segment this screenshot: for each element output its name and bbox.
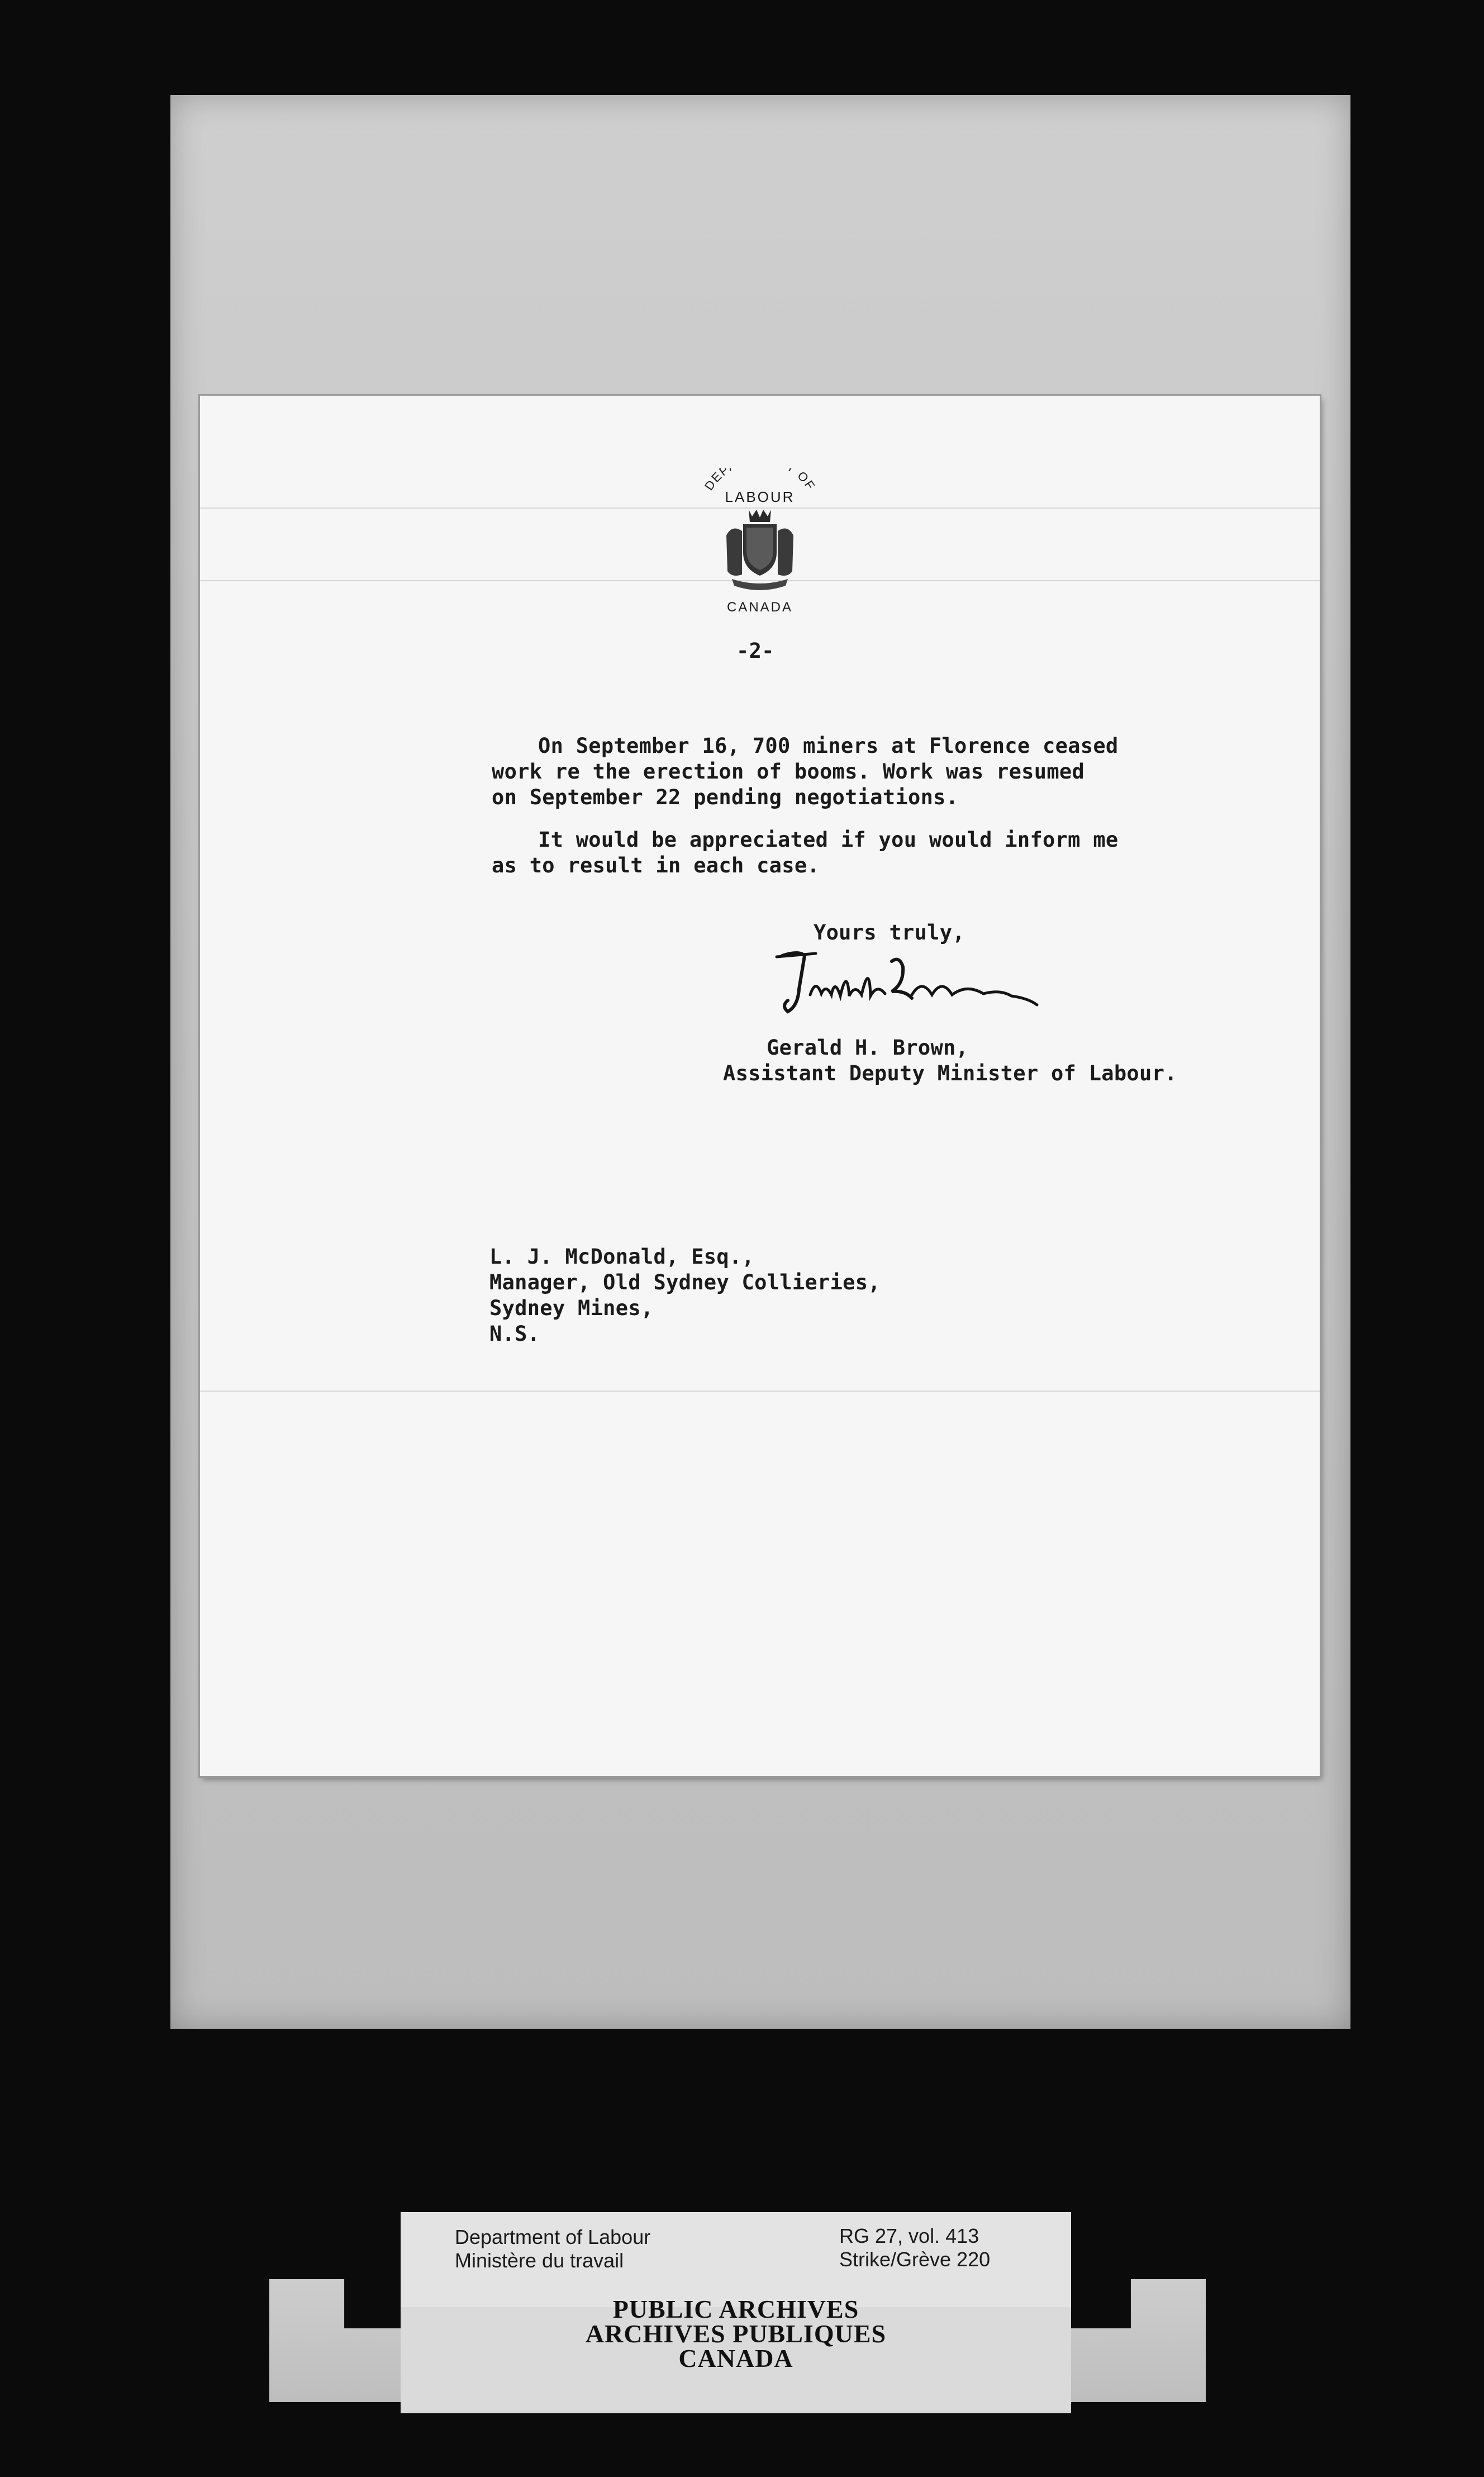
label-archives-country: CANADA bbox=[678, 2344, 793, 2372]
label-archives-en: PUBLIC ARCHIVES bbox=[612, 2295, 859, 2323]
recipient-line3: Sydney Mines, bbox=[489, 1296, 654, 1320]
label-reference: RG 27, vol. 413 bbox=[839, 2224, 979, 2247]
recipient-line4: N.S. bbox=[489, 1322, 540, 1346]
body-paragraph2-line1: It would be appreciated if you would inform me bbox=[538, 828, 1119, 852]
body-paragraph2-line2: as to result in each case. bbox=[492, 853, 820, 877]
letterhead-department-name: LABOUR bbox=[725, 488, 795, 505]
label-department-fr: Ministère du travail bbox=[455, 2249, 624, 2272]
signatory-name: Gerald H. Brown, bbox=[767, 1036, 969, 1060]
label-file: Strike/Grève 220 bbox=[839, 2248, 991, 2271]
label-department-en: Department of Labour bbox=[455, 2225, 651, 2248]
coat-of-arms-icon bbox=[687, 468, 833, 625]
handwritten-signature-icon bbox=[765, 945, 1101, 1045]
signature bbox=[765, 945, 1101, 1045]
body-paragraph1-line2: work re the erection of booms. Work was resumed bbox=[492, 760, 1085, 784]
recipient-line1: L. J. McDonald, Esq., bbox=[489, 1245, 755, 1269]
body-paragraph1-line1: On September 16, 700 miners at Florence ceased bbox=[538, 734, 1119, 758]
label-archives-fr: ARCHIVES PUBLIQUES bbox=[585, 2319, 887, 2348]
signatory-title: Assistant Deputy Minister of Labour. bbox=[723, 1061, 1177, 1085]
letterhead-country: CANADA bbox=[726, 600, 793, 615]
letterhead-emblem bbox=[687, 468, 833, 625]
letterhead-department-top: DEP OF bbox=[701, 468, 819, 493]
page-number: -2- bbox=[736, 639, 774, 663]
closing: Yours truly, bbox=[814, 920, 965, 945]
paper-rule bbox=[200, 1391, 1320, 1392]
recipient-line2: Manager, Old Sydney Collieries, bbox=[489, 1270, 881, 1294]
body-paragraph1-line3: on September 22 pending negotiations. bbox=[492, 785, 959, 809]
archive-label bbox=[269, 2212, 1206, 2413]
